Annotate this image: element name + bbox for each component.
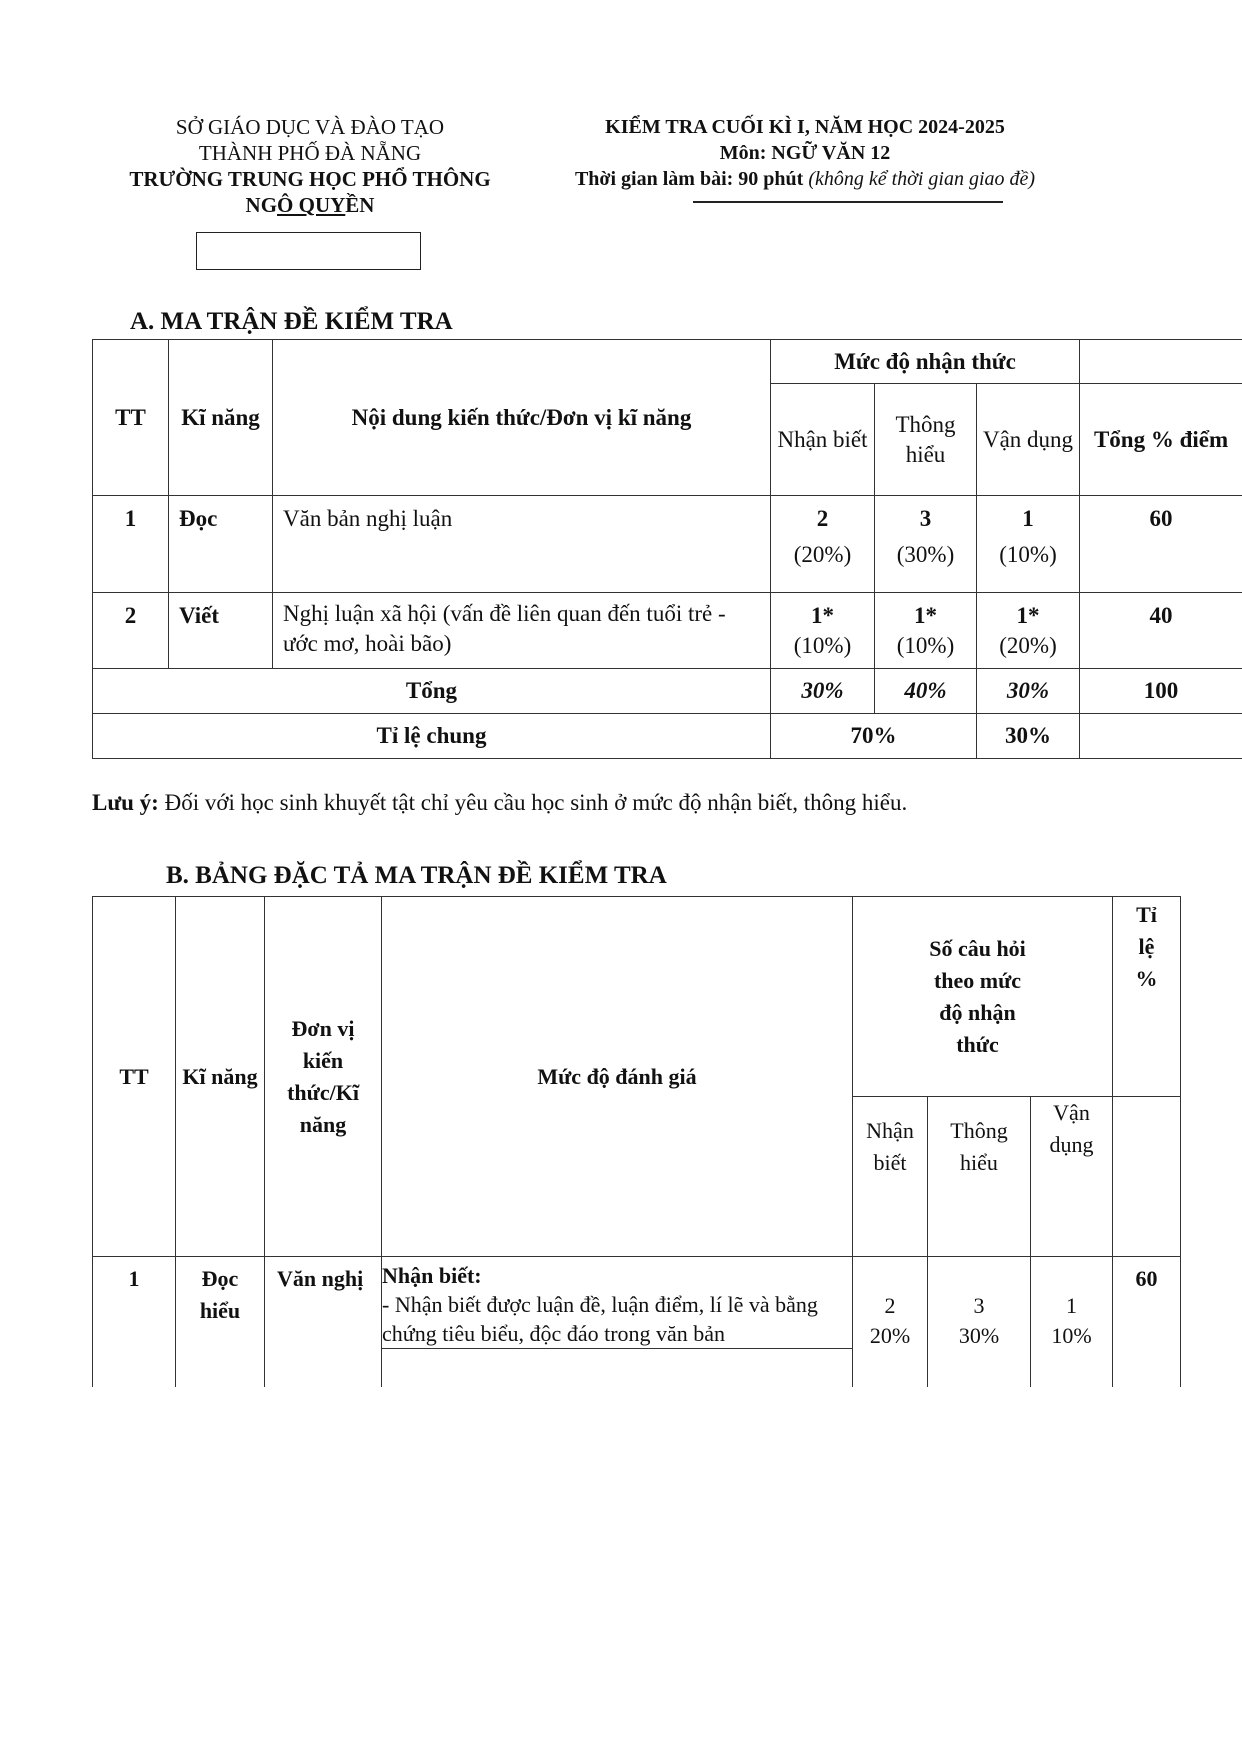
percent-value: (10%) — [793, 633, 852, 658]
department-name: SỞ GIÁO DỤC VÀ ĐÀO TẠO — [175, 115, 445, 139]
exam-subject: Môn: NGỮ VĂN 12 — [719, 142, 891, 164]
header-unit: Đơn vị kiến thức/Kĩ năng — [265, 897, 382, 1257]
header-apply: Vận dụng — [977, 384, 1080, 496]
percent-value: (10%) — [896, 633, 955, 658]
section-b-title: B. BẢNG ĐẶC TẢ MA TRẬN ĐỀ KIỂM TRA — [166, 862, 667, 889]
count-value: 2 — [884, 1293, 896, 1318]
count-value: 1 — [1022, 506, 1034, 531]
row-recognize — [771, 496, 875, 593]
percent-value: 20% — [869, 1323, 911, 1348]
sum-understand: 40% — [875, 669, 977, 714]
count-value: 1 — [1066, 1293, 1077, 1318]
row-recognize — [771, 593, 875, 669]
percent-value: (30%) — [896, 542, 955, 567]
header-total-top — [1080, 340, 1242, 384]
row-total: 60 — [1080, 496, 1242, 593]
sum-row — [93, 669, 1242, 714]
row-apply — [977, 496, 1080, 593]
row-tt: 2 — [93, 593, 169, 669]
row-ratio: 60 — [1113, 1257, 1181, 1388]
percent-value: 10% — [1051, 1323, 1092, 1348]
count-value: 1* — [914, 603, 937, 628]
row-skill: Đọc hiểu — [176, 1257, 265, 1388]
table-row — [93, 496, 1242, 593]
school-name-line2 — [100, 192, 520, 218]
row-recognize — [853, 1257, 928, 1388]
header-recognize: Nhận biết — [771, 384, 875, 496]
row-skill: Đọc — [169, 496, 273, 593]
percent-value: 30% — [958, 1323, 1000, 1348]
count-value: 3 — [973, 1293, 985, 1318]
sum-recognize: 30% — [771, 669, 875, 714]
row-understand — [875, 593, 977, 669]
sum-label: Tổng — [93, 669, 771, 714]
note-label: Lưu ý: — [92, 790, 159, 815]
exam-time-note: (không kể thời gian giao đề) — [808, 168, 1036, 190]
row-understand — [875, 496, 977, 593]
ratio-recognize-understand: 70% — [771, 714, 977, 759]
table-row — [93, 593, 1242, 669]
header-tt: TT — [93, 897, 176, 1257]
note — [92, 790, 907, 816]
exam-time — [535, 166, 1075, 192]
ratio-total — [1080, 714, 1242, 759]
section-a-title: A. MA TRẬN ĐỀ KIỂM TRA — [130, 308, 453, 335]
row-content: Văn bản nghị luận — [273, 496, 771, 593]
note-text: Đối với học sinh khuyết tật chỉ yêu cầu học sinh ở mức độ nhận biết, thông hiểu. — [158, 790, 908, 815]
percent-value: (20%) — [793, 542, 852, 567]
header-ratio-empty — [1113, 1097, 1181, 1257]
row-tt: 1 — [93, 1257, 176, 1388]
percent-value: (20%) — [999, 633, 1057, 658]
row-content: Nghị luận xã hội (vấn đề liên quan đến tuổi trẻ - ước mơ, hoài bão) — [273, 593, 771, 669]
row-unit: Văn nghị — [265, 1257, 382, 1388]
row-level-desc — [382, 1257, 853, 1388]
header-ratio: Tỉ lệ % — [1113, 897, 1181, 1097]
header-understand: Thông hiểu — [875, 384, 977, 496]
header-count-group-label: Số câu hỏi theo mức độ nhận thức — [929, 935, 1026, 1057]
city-name: THÀNH PHỐ ĐÀ NẴNG — [198, 141, 422, 165]
percent-value: (10%) — [999, 542, 1057, 567]
header-tt: TT — [93, 340, 169, 496]
header-recognize: Nhận biết — [853, 1097, 928, 1257]
table-row — [93, 1257, 1181, 1388]
matrix-table — [92, 339, 1242, 759]
row-apply — [977, 593, 1080, 669]
desc-label: Nhận biết: — [382, 1263, 482, 1288]
exam-title: KIỂM TRA CUỐI KÌ I, NĂM HỌC 2024-2025 — [605, 116, 1005, 138]
header-content: Nội dung kiến thức/Đơn vị kĩ năng — [273, 340, 771, 496]
row-apply — [1031, 1257, 1113, 1388]
header-total: Tổng % điểm — [1080, 384, 1242, 496]
row-skill: Viết — [169, 593, 273, 669]
sum-apply: 30% — [977, 669, 1080, 714]
sum-total: 100 — [1080, 669, 1242, 714]
count-value: 1* — [1016, 603, 1040, 628]
header-level-group: Mức độ nhận thức — [771, 340, 1080, 384]
specification-table — [92, 896, 1181, 1387]
header-apply: Vận dụng — [1031, 1097, 1113, 1257]
header-level-desc: Mức độ đánh giá — [382, 897, 853, 1257]
school-name-part: NG — [245, 193, 278, 217]
header-right — [535, 114, 1075, 192]
header-skill: Kĩ năng — [169, 340, 273, 496]
desc-text: - Nhận biết được luận đề, luận điểm, lí lẽ và bằng chứng tiêu biểu, độc đáo trong văn bản — [382, 1290, 852, 1349]
row-total: 40 — [1080, 593, 1242, 669]
header-underline — [693, 201, 1003, 203]
header-understand: Thông hiểu — [928, 1097, 1031, 1257]
ratio-row — [93, 714, 1242, 759]
header-left — [100, 114, 520, 218]
ratio-label: Tỉ lệ chung — [93, 714, 771, 759]
count-value: 3 — [919, 506, 932, 531]
school-name: TRƯỜNG TRUNG HỌC PHỔ THÔNG — [129, 167, 491, 191]
count-value: 2 — [816, 506, 829, 531]
school-name-part: ỀN — [345, 193, 375, 217]
header-count-group — [853, 897, 1113, 1097]
ratio-apply: 30% — [977, 714, 1080, 759]
header-skill: Kĩ năng — [176, 897, 265, 1257]
school-name-part-underlined: Ô QUY — [277, 193, 346, 217]
row-understand — [928, 1257, 1031, 1388]
exam-code-box — [196, 232, 421, 270]
row-tt: 1 — [93, 496, 169, 593]
count-value: 1* — [811, 603, 834, 628]
exam-time-label: Thời gian làm bài: 90 phút — [574, 168, 804, 190]
